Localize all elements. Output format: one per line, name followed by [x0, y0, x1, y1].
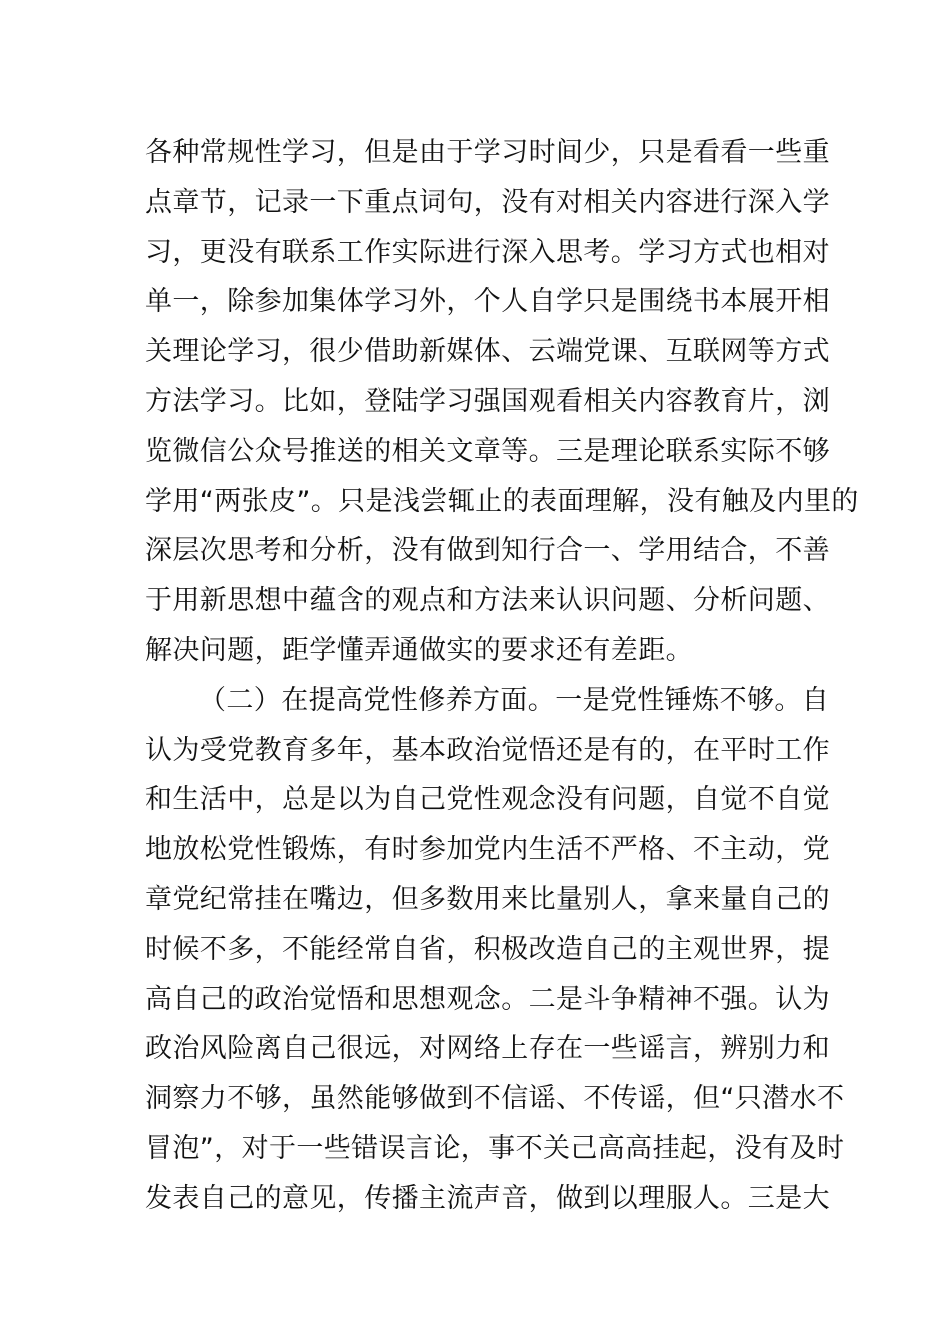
text-line: 和生活中，总是以为自己党性观念没有问题，自觉不自觉: [145, 784, 830, 816]
body-text: [145, 128, 859, 1224]
text-line: 览微信公众号推送的相关文章等。三是理论联系实际不够: [145, 435, 830, 467]
section-heading-line: （二）在提高党性修养方面。一是党性锤炼不够。自: [199, 684, 830, 716]
text-line: 政治风险离自己很远，对网络上存在一些谣言，辨别力和: [145, 1033, 830, 1065]
text-line: 地放松党性锻炼，有时参加党内生活不严格、不主动，党: [145, 834, 830, 866]
text-line: 于用新思想中蕴含的观点和方法来认识问题、分析问题、: [145, 585, 830, 617]
text-line: 单一，除参加集体学习外，个人自学只是围绕书本展开相: [145, 286, 830, 318]
text-line: 学用“两张皮”。只是浅尝辄止的表面理解，没有触及内里的: [145, 485, 859, 517]
text-line: 关理论学习，很少借助新媒体、云端党课、互联网等方式: [145, 336, 830, 368]
text-line: 时候不多，不能经常自省，积极改造自己的主观世界，提: [145, 933, 830, 965]
text-line: 方法学习。比如，登陆学习强国观看相关内容教育片，浏: [145, 385, 830, 417]
text-line: 洞察力不够，虽然能够做到不信谣、不传谣，但“只潜水不: [145, 1083, 845, 1115]
text-line: 各种常规性学习，但是由于学习时间少，只是看看一些重: [145, 137, 830, 168]
text-line: 深层次思考和分析，没有做到知行合一、学用结合，不善: [145, 535, 830, 567]
text-line: 章党纪常挂在嘴边，但多数用来比量别人，拿来量自己的: [145, 883, 830, 915]
text-line: 点章节，记录一下重点词句，没有对相关内容进行深入学: [145, 186, 830, 218]
text-line: 解决问题，距学懂弄通做实的要求还有差距。: [145, 634, 693, 666]
text-line: 习，更没有联系工作实际进行深入思考。学习方式也相对: [145, 236, 830, 268]
text-line: 高自己的政治觉悟和思想观念。二是斗争精神不强。认为: [145, 983, 830, 1015]
text-line: 发表自己的意见，传播主流声音，做到以理服人。三是大: [145, 1182, 830, 1214]
text-line: 认为受党教育多年，基本政治觉悟还是有的，在平时工作: [145, 734, 830, 766]
text-line: 冒泡”，对于一些错误言论，事不关己高高挂起，没有及时: [145, 1132, 845, 1164]
